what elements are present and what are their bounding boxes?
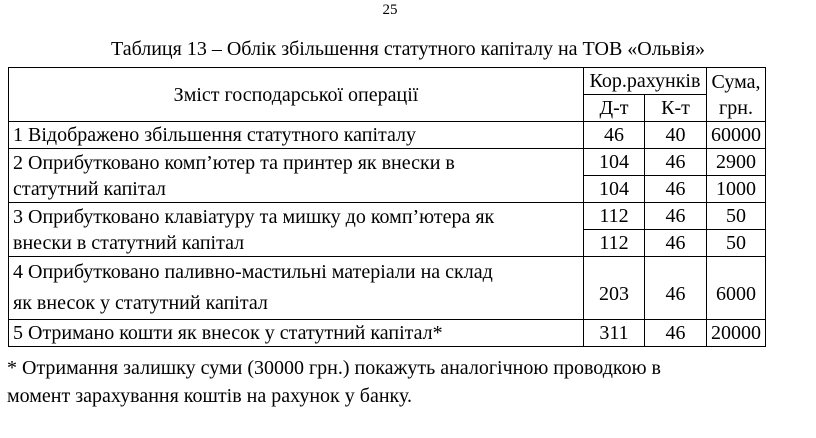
row-debit: 112 [584, 203, 645, 230]
row-debit: 104 [584, 149, 645, 176]
row-credit: 46 [645, 149, 707, 176]
header-operation: Зміст господарської операції [9, 68, 584, 122]
footnote [7, 354, 807, 410]
row-description: 5 Отримано кошти як внесок у статутний капітал* [9, 320, 584, 347]
row-credit: 40 [645, 122, 707, 149]
footnote-line: момент зарахування коштів на рахунок у банку. [7, 385, 412, 407]
row-sum: 2900 [707, 149, 766, 176]
row-description-line: статутний капітал [13, 177, 166, 200]
row-description-line: 3 Оприбутковано клавіатуру та мишку до комп’ютера як [13, 205, 495, 228]
row-description-line: 4 Оприбутковано паливно-мастильні матеріали на склад [13, 261, 493, 283]
header-credit: К-т [645, 95, 707, 122]
page-number: 25 [382, 2, 398, 18]
row-debit: 203 [584, 257, 645, 320]
row-description-line: 2 Оприбутковано комп’ютер та принтер як внески в [13, 151, 455, 174]
row-debit: 46 [584, 122, 645, 149]
row-description-line: внески в статутний капітал [13, 231, 245, 254]
row-sum: 50 [707, 203, 766, 230]
row-credit: 46 [645, 320, 707, 347]
row-sum: 6000 [707, 257, 766, 320]
header-sum-line1: Сума, [711, 70, 761, 93]
row-credit: 46 [645, 203, 707, 230]
header-row [9, 68, 766, 95]
table-row [9, 320, 766, 347]
row-debit: 112 [584, 230, 645, 257]
footnote-line: * Отримання залишку суми (30000 грн.) покажуть аналогічною проводкою в [7, 357, 661, 379]
row-sum: 20000 [707, 320, 766, 347]
table-row [9, 122, 766, 149]
row-sum: 60000 [707, 122, 766, 149]
row-description-line: як внесок у статутний капітал [13, 292, 268, 314]
header-sum-line2: грн. [719, 96, 753, 119]
row-debit: 311 [584, 320, 645, 347]
row-sum: 50 [707, 230, 766, 257]
header-debit: Д-т [584, 95, 645, 122]
row-description [9, 257, 584, 320]
table-caption: Таблиця 13 – Облік збільшення статутного капіталу на ТОВ «Ольвія» [110, 38, 706, 60]
row-description [9, 149, 584, 203]
row-sum: 1000 [707, 176, 766, 203]
row-credit: 46 [645, 257, 707, 320]
row-credit: 46 [645, 176, 707, 203]
row-description [9, 203, 584, 257]
table-row [9, 149, 766, 176]
row-credit: 46 [645, 230, 707, 257]
table-row [9, 257, 766, 320]
table-row [9, 203, 766, 230]
row-description: 1 Відображено збільшення статутного капіталу [9, 122, 584, 149]
header-sum [707, 68, 766, 122]
ledger-table [8, 67, 766, 347]
row-debit: 104 [584, 176, 645, 203]
header-accounts: Кор.рахунків [584, 68, 707, 95]
